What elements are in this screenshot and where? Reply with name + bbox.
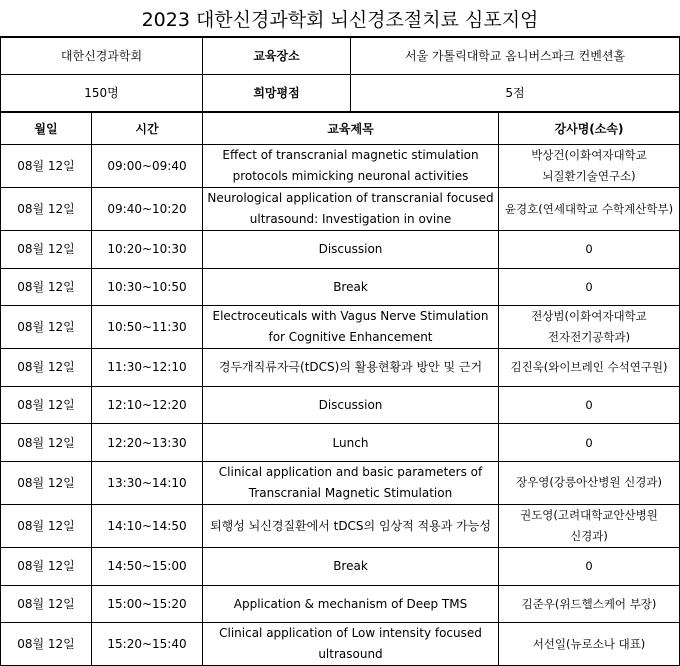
page-title: 2023 대한신경과학회 뇌신경조절치료 심포지엄: [0, 0, 680, 37]
time-cell: 11:30~12:10: [92, 349, 203, 387]
table-row: [1, 547, 680, 585]
topic-cell: Discussion: [203, 231, 499, 269]
venue-value: 서울 가톨릭대학교 옴니버스파크 컨벤션홀: [351, 38, 680, 75]
header-date: 월일: [1, 113, 92, 145]
date-cell: 08월 12일: [1, 585, 92, 623]
time-cell: 12:20~13:30: [92, 424, 203, 462]
date-cell: 08월 12일: [1, 424, 92, 462]
date-cell: 08월 12일: [1, 623, 92, 666]
info-table: [0, 37, 680, 112]
time-cell: 15:00~15:20: [92, 585, 203, 623]
topic-cell: Electroceuticals with Vagus Nerve Stimulation for Cognitive Enhancement: [203, 306, 499, 349]
topic-cell: Clinical application of Low intensity focused ultrasound: [203, 623, 499, 666]
speaker-cell: 김진욱(와이브레인 수석연구원): [499, 349, 680, 387]
time-cell: 09:40~10:20: [92, 188, 203, 231]
header-time: 시간: [92, 113, 203, 145]
speaker-cell: 0: [499, 547, 680, 585]
speaker-cell: 서선일(뉴로소나 대표): [499, 623, 680, 666]
schedule-table: [0, 112, 680, 666]
topic-cell: Break: [203, 547, 499, 585]
header-topic: 교육제목: [203, 113, 499, 145]
topic-cell: Effect of transcranial magnetic stimulation protocols mimicking neuronal activities: [203, 145, 499, 188]
topic-cell: Neurological application of transcranial focused ultrasound: Investigation in ovine: [203, 188, 499, 231]
table-row: [1, 268, 680, 306]
topic-cell: Application & mechanism of Deep TMS: [203, 585, 499, 623]
credit-label: 희망평점: [203, 75, 351, 112]
table-row: [1, 585, 680, 623]
table-row: [1, 349, 680, 387]
topic-cell: 퇴행성 뇌신경질환에서 tDCS의 임상적 적용과 가능성: [203, 504, 499, 547]
speaker-cell: 장우영(강릉아산병원 신경과): [499, 461, 680, 504]
time-cell: 14:50~15:00: [92, 547, 203, 585]
time-cell: 10:30~10:50: [92, 268, 203, 306]
time-cell: 14:10~14:50: [92, 504, 203, 547]
schedule-body: [1, 145, 680, 666]
speaker-cell: 0: [499, 386, 680, 424]
time-cell: 12:10~12:20: [92, 386, 203, 424]
time-cell: 10:20~10:30: [92, 231, 203, 269]
time-cell: 13:30~14:10: [92, 461, 203, 504]
date-cell: 08월 12일: [1, 231, 92, 269]
speaker-cell: 윤경호(연세대학교 수학계산학부): [499, 188, 680, 231]
time-cell: 09:00~09:40: [92, 145, 203, 188]
date-cell: 08월 12일: [1, 461, 92, 504]
info-row-venue: [1, 38, 680, 75]
topic-cell: Break: [203, 268, 499, 306]
time-cell: 10:50~11:30: [92, 306, 203, 349]
topic-cell: Lunch: [203, 424, 499, 462]
speaker-cell: 전상범(이화여자대학교 전자전기공학과): [499, 306, 680, 349]
table-row: [1, 386, 680, 424]
header-speaker: 강사명(소속): [499, 113, 680, 145]
date-cell: 08월 12일: [1, 547, 92, 585]
schedule-header-row: [1, 113, 680, 145]
date-cell: 08월 12일: [1, 306, 92, 349]
topic-cell: Clinical application and basic parameters of Transcranial Magnetic Stimulation: [203, 461, 499, 504]
date-cell: 08월 12일: [1, 386, 92, 424]
topic-cell: Discussion: [203, 386, 499, 424]
venue-label: 교육장소: [203, 38, 351, 75]
time-cell: 15:20~15:40: [92, 623, 203, 666]
speaker-cell: 권도영(고려대학교안산병원 신경과): [499, 504, 680, 547]
table-row: [1, 504, 680, 547]
table-row: [1, 188, 680, 231]
speaker-cell: 0: [499, 231, 680, 269]
table-row: [1, 306, 680, 349]
date-cell: 08월 12일: [1, 268, 92, 306]
table-row: [1, 461, 680, 504]
date-cell: 08월 12일: [1, 349, 92, 387]
organizer-cell: 대한신경과학회: [1, 38, 203, 75]
info-row-capacity: [1, 75, 680, 112]
topic-cell: 경두개직류자극(tDCS)의 활용현황과 방안 및 근거: [203, 349, 499, 387]
speaker-cell: 0: [499, 424, 680, 462]
date-cell: 08월 12일: [1, 188, 92, 231]
speaker-cell: 0: [499, 268, 680, 306]
table-row: [1, 231, 680, 269]
table-row: [1, 623, 680, 666]
table-row: [1, 424, 680, 462]
credit-value: 5점: [351, 75, 680, 112]
date-cell: 08월 12일: [1, 145, 92, 188]
speaker-cell: 박상건(이화여자대학교 뇌질환기술연구소): [499, 145, 680, 188]
date-cell: 08월 12일: [1, 504, 92, 547]
capacity-cell: 150명: [1, 75, 203, 112]
speaker-cell: 김준우(위드헬스케어 부장): [499, 585, 680, 623]
table-row: [1, 145, 680, 188]
